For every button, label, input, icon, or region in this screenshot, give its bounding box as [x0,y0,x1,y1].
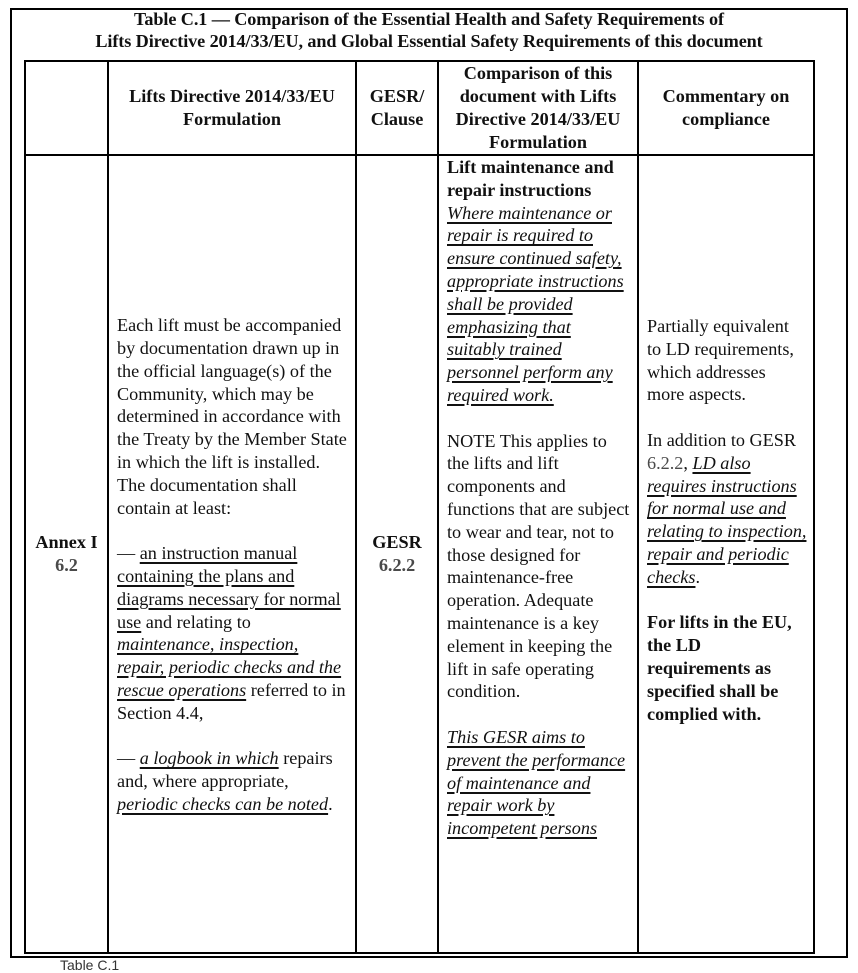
gesr-cell [356,155,438,953]
header-gesr-clause [356,61,438,155]
header-comm-line2: compliance [682,109,770,129]
para2-italic: LD also requires instructions for normal use and relating to inspection, repair and periodic checks [647,452,807,587]
header-ld-formulation [108,61,356,155]
comparison-title: Lift maintenance and repair instructions [447,157,614,200]
header-comp-line1: Comparison of this [463,63,613,83]
ld-item1-mid: and relating to [141,611,251,632]
caption-line-1: Table C.1 — Comparison of the Essential Health and Safety Requirements of [134,9,724,29]
header-comp-line3: Directive 2014/33/EU [455,109,621,129]
header-comm-line1: Commentary on [662,86,790,106]
aim-text: This GESR aims to prevent the performance of maintenance and repair work by incompetent persons [447,726,626,839]
footer-cut-text: Table C.1 [60,957,120,973]
header-commentary [638,61,814,155]
ld-item2-tail: . [328,793,333,814]
table-caption [0,8,858,52]
ld-intro: Each lift must be accompanied by documentation drawn up in the official language(s) of the Community, which may be determined in accordance with the Treaty by the Member State in which the lift is installed. The documentation shall contain at least: [117,315,347,518]
annex-cell [25,155,108,953]
header-comparison [438,61,638,155]
ld-item-1 [117,542,349,724]
header-ld-line1: Lifts Directive 2014/33/EU [129,86,335,106]
caption-line-2: Lifts Directive 2014/33/EU, and Global Essential Safety Requirements of this document [95,31,763,51]
commentary-para-1: Partially equivalent to LD requirements, which addresses more aspects. [647,316,794,405]
dash: — [117,543,140,564]
annex-label: Annex I [35,532,98,553]
header-gesr-line1: GESR/ [369,86,425,106]
commentary-cell [638,155,814,953]
ld-item1-tail: referred to in Section 4.4, [117,679,346,723]
ld-item2-italic2: periodic checks can be noted [117,793,329,814]
header-comp-line2: document with Lifts [459,86,617,106]
header-ld-line2: Formulation [182,109,281,129]
comparison-note: NOTE This applies to the lifts and lift components and functions that are subject to wear and tear, not to those designed for maintenance-free operation. Adequate maintenance is a key element in keeping the lift in safe operating condition. [447,430,630,702]
table-row [25,155,814,953]
ld-item2-mid: repairs and, where appropriate, [117,748,333,792]
dash: — [117,748,140,769]
comparison-requirement [447,202,631,407]
comparison-cell [438,155,638,953]
gesr-number: 6.2.2 [378,555,416,575]
commentary-para-2 [647,429,807,589]
ld-item2-italic: a logbook in which [139,748,279,769]
gesr-reference: 6.2.2 [647,452,684,473]
comparison-aim [447,726,631,840]
comparison-table [24,60,815,954]
ld-item1-underlined: an instruction manual containing the plans and diagrams necessary for normal use [117,543,341,632]
header-row [25,61,814,155]
annex-number: 6.2 [55,555,78,575]
ld-item1-italic: maintenance, inspection, repair, periodic checks and the rescue operations [117,634,342,700]
header-annex [25,61,108,155]
header-gesr-line2: Clause [370,109,424,129]
ld-item-2 [117,747,349,815]
para2-tail: . [695,566,701,587]
gesr-label: GESR [372,532,422,553]
para2-comma: , [683,452,688,473]
para2-prefix: In addition to GESR [647,429,797,450]
commentary-para-3: For lifts in the EU, the LD requirements as specified shall be complied with. [647,612,792,724]
requirement-text: Where maintenance or repair is required to ensure continued safety, appropriate instructions shall be provided emphasizing that suitably trained personnel perform any required work. [447,202,624,405]
header-comp-line4: Formulation [488,132,587,152]
ld-formulation-cell [108,155,356,953]
